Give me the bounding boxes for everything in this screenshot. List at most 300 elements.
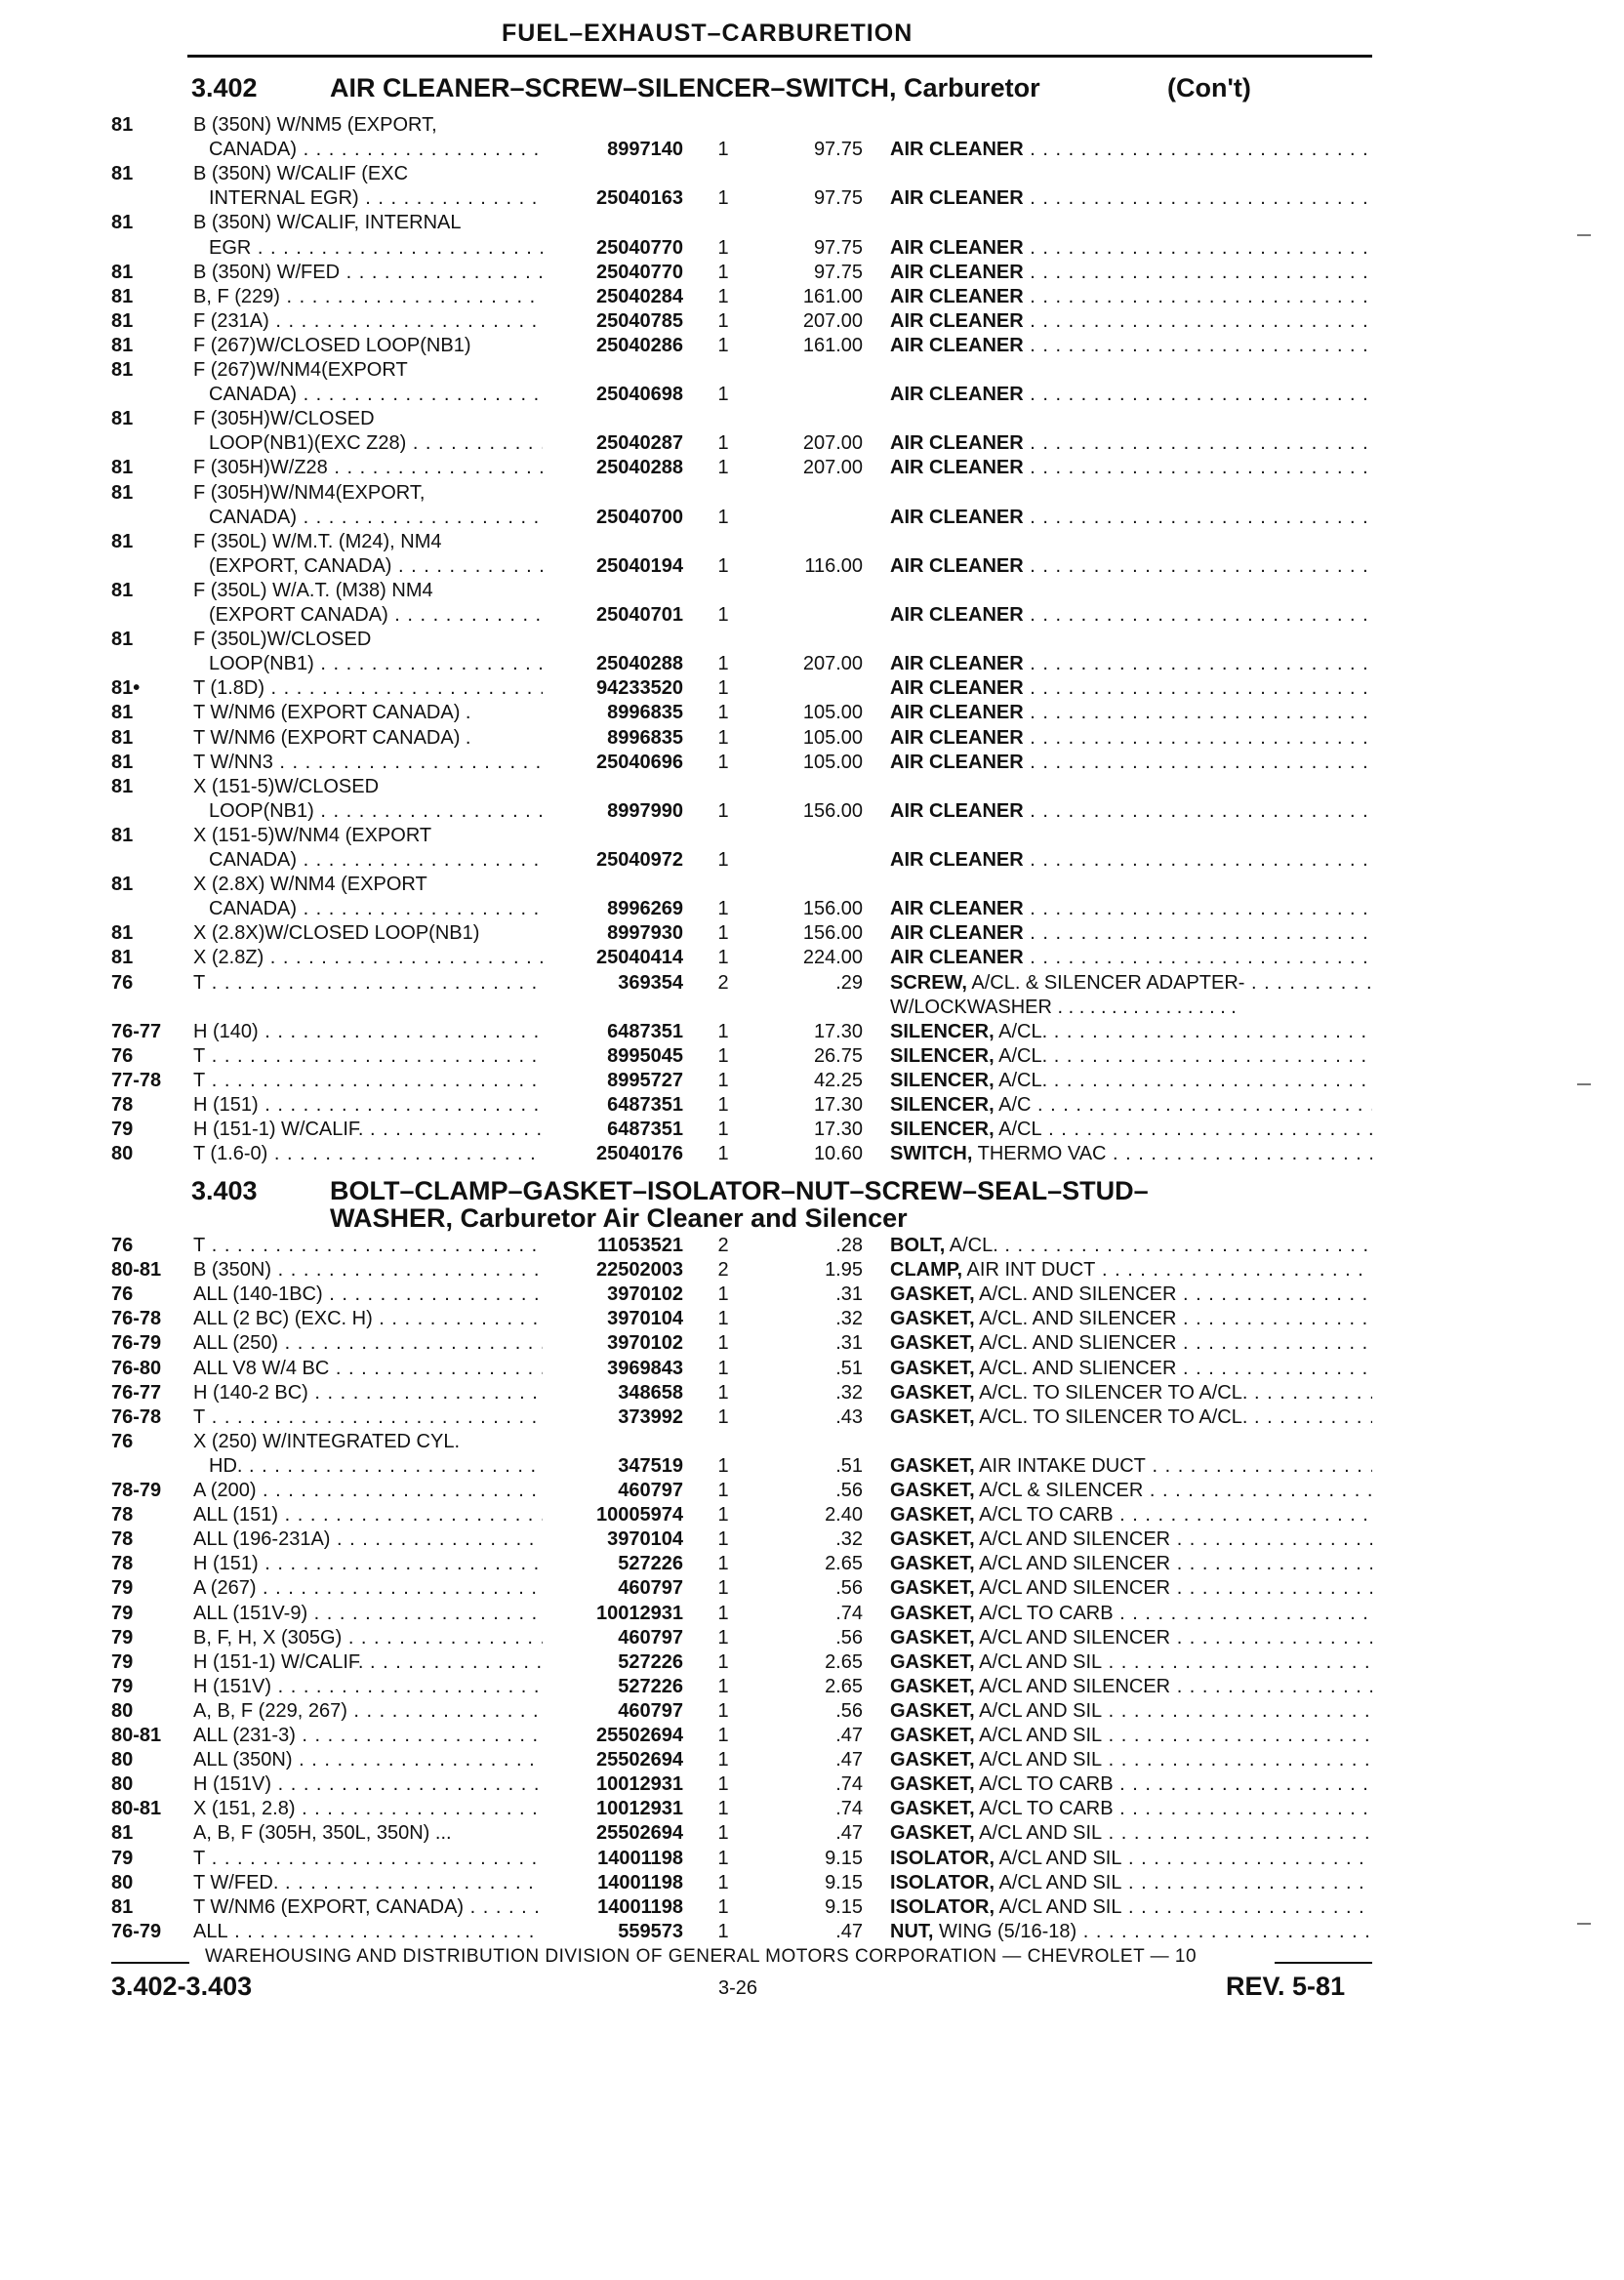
application-description bbox=[193, 1602, 543, 1626]
quantity: 1 bbox=[717, 1847, 729, 1869]
description-text: T W/FED. bbox=[193, 1871, 279, 1893]
part-name-text: AIR CLEANER bbox=[890, 554, 1024, 577]
model-year: 79 bbox=[111, 1847, 134, 1869]
application-description bbox=[193, 407, 543, 431]
model-year: 76-78 bbox=[111, 1405, 162, 1428]
parts-row bbox=[0, 334, 1624, 358]
part-name-text: W/LOCKWASHER . . . . . . . . . . . . . . . . . bbox=[890, 996, 1237, 1018]
price: 207.00 bbox=[802, 457, 863, 479]
description-text: LOOP(NB1)(EXC Z28) bbox=[209, 432, 407, 455]
price: 105.00 bbox=[802, 702, 863, 724]
scan-mark bbox=[1577, 234, 1591, 236]
description-text: ALL (196-231A) bbox=[193, 1528, 331, 1551]
price: 156.00 bbox=[802, 898, 863, 920]
part-number: 10012931 bbox=[596, 1602, 683, 1624]
quantity: 1 bbox=[717, 261, 729, 283]
model-year: 81 bbox=[111, 726, 134, 749]
part-name bbox=[890, 1552, 1372, 1576]
description-text: F (305H)W/CLOSED bbox=[193, 408, 375, 430]
model-year: 76 bbox=[111, 1283, 134, 1306]
parts-row bbox=[0, 1576, 1624, 1601]
application-description bbox=[193, 1650, 543, 1675]
part-name-text: GASKET, A/CL AND SIL bbox=[890, 1650, 1103, 1673]
part-number: 3970102 bbox=[607, 1332, 683, 1355]
part-name-text: AIR CLEANER bbox=[890, 309, 1024, 332]
model-year: 80 bbox=[111, 1143, 134, 1165]
model-year: 81 bbox=[111, 775, 134, 797]
application-description bbox=[193, 261, 543, 285]
scan-mark bbox=[1577, 1083, 1591, 1085]
model-year: 80 bbox=[111, 1749, 134, 1771]
model-year: 78 bbox=[111, 1553, 134, 1575]
parts-row bbox=[0, 1142, 1624, 1166]
application-description bbox=[193, 1258, 543, 1282]
parts-row bbox=[0, 603, 1624, 628]
price: 2.65 bbox=[825, 1675, 863, 1697]
price: 9.15 bbox=[825, 1871, 863, 1893]
model-year: 81 bbox=[111, 481, 134, 504]
description-text: H (151-1) W/CALIF. bbox=[193, 1650, 364, 1673]
price: 9.15 bbox=[825, 1895, 863, 1918]
price: 207.00 bbox=[802, 432, 863, 455]
quantity: 1 bbox=[717, 604, 729, 626]
description-text: ALL (151V-9) bbox=[193, 1602, 308, 1624]
part-number: 25502694 bbox=[596, 1725, 683, 1746]
description-text: F (350L)W/CLOSED bbox=[193, 629, 372, 651]
description-text: A, B, F (229, 267) bbox=[193, 1699, 347, 1722]
description-text: A, B, F (305H, 350L, 350N) ... bbox=[193, 1822, 452, 1845]
parts-row bbox=[0, 1748, 1624, 1772]
part-name bbox=[890, 456, 1372, 480]
description-text: ALL V8 W/4 BC bbox=[193, 1357, 330, 1379]
parts-row bbox=[0, 824, 1624, 848]
description-text: T bbox=[193, 1235, 206, 1256]
section-3-402-heading bbox=[191, 73, 1251, 102]
application-description bbox=[193, 334, 543, 358]
title-rule bbox=[187, 55, 1372, 58]
application-description bbox=[193, 1895, 543, 1920]
part-name-text: GASKET, A/CL. TO SILENCER TO A/CL. bbox=[890, 1381, 1248, 1404]
price: 156.00 bbox=[802, 799, 863, 822]
part-number: 25040972 bbox=[596, 849, 683, 871]
part-number: 25040288 bbox=[596, 653, 683, 675]
model-year: 80-81 bbox=[111, 1725, 162, 1746]
quantity: 1 bbox=[717, 1725, 729, 1746]
description-text: T (1.8D) bbox=[193, 677, 264, 700]
part-number: 3969843 bbox=[607, 1357, 683, 1379]
quantity: 1 bbox=[717, 1626, 729, 1649]
part-number: 25502694 bbox=[596, 1822, 683, 1845]
parts-row bbox=[0, 996, 1624, 1020]
model-year: 81 bbox=[111, 1895, 134, 1918]
part-number: 25040700 bbox=[596, 506, 683, 528]
price: 224.00 bbox=[802, 947, 863, 969]
price: 17.30 bbox=[813, 1119, 863, 1141]
part-name bbox=[890, 1699, 1372, 1724]
quantity: 1 bbox=[717, 1405, 729, 1428]
application-description bbox=[209, 603, 543, 628]
price: 97.75 bbox=[813, 261, 863, 283]
parts-row bbox=[0, 1871, 1624, 1895]
part-name bbox=[890, 285, 1372, 309]
section-number: 3.402 bbox=[191, 73, 258, 102]
part-number: 527226 bbox=[618, 1553, 683, 1575]
description-text: F (350L) W/M.T. (M24), NM4 bbox=[193, 530, 442, 552]
price: 161.00 bbox=[802, 334, 863, 356]
footer-rule-right bbox=[1275, 1962, 1372, 1964]
description-text: H (151V) bbox=[193, 1773, 272, 1796]
application-description bbox=[209, 236, 543, 261]
part-name-text: AIR CLEANER bbox=[890, 799, 1024, 822]
description-text: X (2.8X) W/NM4 (EXPORT bbox=[193, 874, 427, 896]
part-name bbox=[890, 1503, 1372, 1527]
footer-section-ref: 3.402-3.403 bbox=[111, 1972, 253, 2001]
section-continued: (Con't) bbox=[1167, 73, 1251, 102]
part-name bbox=[890, 946, 1372, 970]
price: 17.30 bbox=[813, 1020, 863, 1042]
part-number: 8997930 bbox=[607, 922, 683, 945]
parts-row bbox=[0, 971, 1624, 996]
model-year: 81 bbox=[111, 359, 134, 381]
part-name-text: GASKET, A/CL TO CARB bbox=[890, 1773, 1114, 1796]
part-number: 460797 bbox=[618, 1577, 683, 1600]
quantity: 1 bbox=[717, 1602, 729, 1624]
model-year: 78 bbox=[111, 1528, 134, 1551]
application-description bbox=[193, 1724, 543, 1748]
parts-row bbox=[0, 1821, 1624, 1846]
description-text: CANADA) bbox=[209, 506, 298, 528]
part-name-text: CLAMP, AIR INT DUCT bbox=[890, 1259, 1096, 1282]
part-name bbox=[890, 1020, 1372, 1044]
application-description bbox=[193, 1772, 543, 1797]
description-text: (EXPORT, CANADA) bbox=[209, 554, 392, 577]
parts-row bbox=[0, 113, 1624, 138]
quantity: 1 bbox=[717, 1749, 729, 1771]
quantity: 1 bbox=[717, 554, 729, 577]
quantity: 1 bbox=[717, 1650, 729, 1673]
application-description bbox=[193, 1699, 543, 1724]
part-number: 527226 bbox=[618, 1675, 683, 1697]
part-name-text: GASKET, AIR INTAKE DUCT bbox=[890, 1454, 1146, 1477]
part-name-text: SWITCH, THERMO VAC bbox=[890, 1143, 1107, 1165]
application-description bbox=[193, 1675, 543, 1699]
model-year: 81 bbox=[111, 530, 134, 552]
parts-row bbox=[0, 186, 1624, 211]
description-text: INTERNAL EGR) bbox=[209, 187, 359, 210]
price: .29 bbox=[835, 971, 863, 994]
application-description bbox=[209, 897, 543, 921]
part-name-text: GASKET, A/CL TO CARB bbox=[890, 1798, 1114, 1820]
part-name bbox=[890, 1748, 1372, 1772]
price: .56 bbox=[835, 1699, 863, 1722]
application-description bbox=[193, 1847, 543, 1871]
model-year: 76-77 bbox=[111, 1020, 162, 1042]
part-name bbox=[890, 1142, 1372, 1166]
part-name bbox=[890, 554, 1372, 579]
part-name-text: SCREW, A/CL. & SILENCER ADAPTER- bbox=[890, 971, 1245, 994]
quantity: 1 bbox=[717, 1044, 729, 1067]
part-name-text: AIR CLEANER bbox=[890, 506, 1024, 528]
application-description bbox=[193, 1920, 543, 1944]
part-name-text: SILENCER, A/CL bbox=[890, 1119, 1042, 1141]
price: .74 bbox=[835, 1773, 863, 1796]
quantity: 1 bbox=[717, 1119, 729, 1141]
part-name bbox=[890, 676, 1372, 701]
application-description bbox=[193, 1552, 543, 1576]
description-text: X (250) W/INTEGRATED CYL. bbox=[193, 1430, 461, 1452]
quantity: 1 bbox=[717, 1773, 729, 1796]
description-text: B (350N) W/CALIF (EXC bbox=[193, 163, 409, 185]
part-name bbox=[890, 1331, 1372, 1356]
description-text: A (200) bbox=[193, 1480, 257, 1501]
quantity: 1 bbox=[717, 1553, 729, 1575]
part-name bbox=[890, 334, 1372, 358]
description-text: CANADA) bbox=[209, 898, 298, 920]
part-number: 369354 bbox=[618, 971, 683, 994]
part-name-text: AIR CLEANER bbox=[890, 947, 1024, 969]
part-name bbox=[890, 236, 1372, 261]
parts-row bbox=[0, 726, 1624, 751]
price: 116.00 bbox=[804, 554, 863, 577]
model-year: 81 bbox=[111, 1822, 134, 1845]
model-year: 81 bbox=[111, 457, 134, 479]
parts-row bbox=[0, 1307, 1624, 1331]
part-name-text: GASKET, A/CL AND SIL bbox=[890, 1822, 1103, 1845]
model-year: 79 bbox=[111, 1602, 134, 1624]
part-name-text: GASKET, A/CL TO CARB bbox=[890, 1602, 1114, 1624]
price: .47 bbox=[835, 1920, 863, 1942]
model-year: 81 bbox=[111, 309, 134, 332]
application-description bbox=[193, 1234, 543, 1258]
price: .47 bbox=[835, 1822, 863, 1845]
parts-row bbox=[0, 261, 1624, 285]
application-description bbox=[193, 1118, 543, 1142]
price: .31 bbox=[835, 1283, 863, 1306]
part-name-text: AIR CLEANER bbox=[890, 384, 1024, 406]
part-name-text: GASKET, A/CL AND SILENCER bbox=[890, 1675, 1171, 1697]
part-name-text: ISOLATOR, A/CL AND SIL bbox=[890, 1871, 1122, 1893]
quantity: 1 bbox=[717, 309, 729, 332]
quantity: 1 bbox=[717, 384, 729, 406]
part-name bbox=[890, 848, 1372, 873]
parts-row bbox=[0, 554, 1624, 579]
parts-row bbox=[0, 530, 1624, 554]
part-name bbox=[890, 652, 1372, 676]
section-title: AIR CLEANER–SCREW–SILENCER–SWITCH, Carburetor bbox=[330, 73, 1040, 102]
description-text: T bbox=[193, 971, 206, 994]
model-year: 81 bbox=[111, 408, 134, 430]
description-text: X (2.8Z) bbox=[193, 947, 264, 969]
description-text: ALL bbox=[193, 1920, 228, 1942]
quantity: 1 bbox=[717, 334, 729, 356]
part-name bbox=[890, 138, 1372, 162]
part-name-text: ISOLATOR, A/CL AND SIL bbox=[890, 1895, 1122, 1918]
price: .47 bbox=[835, 1749, 863, 1771]
part-name bbox=[890, 1602, 1372, 1626]
parts-row bbox=[0, 211, 1624, 235]
application-description bbox=[193, 456, 543, 480]
part-name bbox=[890, 1044, 1372, 1069]
quantity: 1 bbox=[717, 1895, 729, 1918]
parts-row bbox=[0, 1381, 1624, 1405]
part-name-text: AIR CLEANER bbox=[890, 677, 1024, 700]
description-text: ALL (250) bbox=[193, 1332, 279, 1355]
part-name bbox=[890, 921, 1372, 946]
section-3-403-heading bbox=[191, 1177, 1149, 1205]
quantity: 1 bbox=[717, 1871, 729, 1893]
price: 97.75 bbox=[813, 236, 863, 259]
description-text: F (231A) bbox=[193, 309, 269, 332]
price: .31 bbox=[835, 1332, 863, 1355]
quantity: 1 bbox=[717, 139, 729, 161]
application-description bbox=[209, 383, 543, 407]
application-description bbox=[193, 1871, 543, 1895]
quantity: 1 bbox=[717, 506, 729, 528]
parts-row bbox=[0, 481, 1624, 506]
part-name bbox=[890, 1797, 1372, 1821]
quantity: 1 bbox=[717, 187, 729, 210]
parts-row bbox=[0, 1650, 1624, 1675]
application-description bbox=[193, 628, 543, 652]
application-description bbox=[193, 530, 543, 554]
part-number: 3970102 bbox=[607, 1283, 683, 1306]
part-name bbox=[890, 799, 1372, 824]
parts-row bbox=[0, 1357, 1624, 1381]
model-year: 76 bbox=[111, 971, 134, 994]
part-number: 11053521 bbox=[597, 1235, 683, 1256]
part-name-text: AIR CLEANER bbox=[890, 702, 1024, 724]
description-text: X (151-5)W/NM4 (EXPORT bbox=[193, 824, 432, 846]
part-name-text: GASKET, A/CL AND SILENCER bbox=[890, 1577, 1171, 1600]
quantity: 1 bbox=[717, 1143, 729, 1165]
part-name bbox=[890, 1234, 1372, 1258]
application-description bbox=[193, 676, 543, 701]
part-name bbox=[890, 309, 1372, 334]
quantity: 1 bbox=[717, 457, 729, 479]
application-description bbox=[209, 506, 543, 530]
parts-row bbox=[0, 1724, 1624, 1748]
part-number: 25040176 bbox=[596, 1143, 683, 1165]
application-description bbox=[193, 1430, 543, 1454]
application-description bbox=[193, 1093, 543, 1118]
part-name-text: SILENCER, A/C bbox=[890, 1094, 1032, 1116]
part-number: 460797 bbox=[618, 1480, 683, 1501]
description-text: T bbox=[193, 1044, 206, 1067]
parts-row bbox=[0, 1282, 1624, 1307]
part-number: 3970104 bbox=[607, 1308, 683, 1330]
price: .56 bbox=[835, 1480, 863, 1501]
part-name-text: GASKET, A/CL. AND SILENCER bbox=[890, 1283, 1177, 1306]
price: 97.75 bbox=[813, 139, 863, 161]
description-text: F (267)W/CLOSED LOOP(NB1) bbox=[193, 334, 471, 356]
quantity: 1 bbox=[717, 849, 729, 871]
part-number: 25040287 bbox=[596, 432, 683, 455]
description-text: T W/NM6 (EXPORT CANADA) . bbox=[193, 702, 471, 724]
description-text: HD. bbox=[209, 1454, 243, 1477]
application-description bbox=[193, 1307, 543, 1331]
application-description bbox=[193, 971, 543, 996]
description-text: H (151) bbox=[193, 1553, 259, 1575]
parts-row bbox=[0, 506, 1624, 530]
part-name-text: AIR CLEANER bbox=[890, 139, 1024, 161]
model-year: 81 bbox=[111, 922, 134, 945]
parts-row bbox=[0, 1331, 1624, 1356]
model-year: 78 bbox=[111, 1504, 134, 1527]
part-name-text: AIR CLEANER bbox=[890, 261, 1024, 283]
quantity: 1 bbox=[717, 1577, 729, 1600]
parts-row bbox=[0, 579, 1624, 603]
parts-row bbox=[0, 1069, 1624, 1093]
part-name bbox=[890, 603, 1372, 628]
parts-row bbox=[0, 383, 1624, 407]
price: 10.60 bbox=[813, 1143, 863, 1165]
model-year: 76 bbox=[111, 1235, 134, 1256]
parts-row bbox=[0, 848, 1624, 873]
application-description bbox=[193, 481, 543, 506]
part-name bbox=[890, 897, 1372, 921]
quantity: 1 bbox=[717, 1798, 729, 1820]
part-number: 25502694 bbox=[596, 1749, 683, 1771]
part-name-text: AIR CLEANER bbox=[890, 726, 1024, 749]
footer-rule-left bbox=[111, 1962, 189, 1964]
price: 105.00 bbox=[802, 726, 863, 749]
part-name-text: AIR CLEANER bbox=[890, 187, 1024, 210]
description-text: ALL (231-3) bbox=[193, 1725, 296, 1746]
description-text: F (267)W/NM4(EXPORT bbox=[193, 359, 408, 381]
application-description bbox=[193, 113, 543, 138]
footer-revision: REV. 5-81 bbox=[1226, 1972, 1346, 2001]
description-text: (EXPORT CANADA) bbox=[209, 604, 388, 626]
application-description bbox=[209, 652, 543, 676]
part-name-text: SILENCER, A/CL. bbox=[890, 1020, 1048, 1042]
part-name bbox=[890, 1069, 1372, 1093]
application-description bbox=[193, 1044, 543, 1069]
part-name-text: AIR CLEANER bbox=[890, 898, 1024, 920]
price: 42.25 bbox=[813, 1069, 863, 1091]
description-text: B (350N) bbox=[193, 1259, 272, 1282]
price: 161.00 bbox=[802, 285, 863, 307]
part-name-text: AIR CLEANER bbox=[890, 432, 1024, 455]
part-name bbox=[890, 1650, 1372, 1675]
part-name-text: BOLT, A/CL. bbox=[890, 1235, 998, 1256]
price: .51 bbox=[835, 1357, 863, 1379]
description-text: T W/NM6 (EXPORT, CANADA) bbox=[193, 1895, 465, 1918]
part-name bbox=[890, 1479, 1372, 1503]
part-name bbox=[890, 996, 1372, 1020]
price: .51 bbox=[835, 1454, 863, 1477]
quantity: 2 bbox=[717, 1235, 729, 1256]
quantity: 1 bbox=[717, 1357, 729, 1379]
description-text: T (1.6-0) bbox=[193, 1143, 268, 1165]
part-name-text: SILENCER, A/CL. bbox=[890, 1069, 1048, 1091]
price: 2.65 bbox=[825, 1650, 863, 1673]
quantity: 1 bbox=[717, 1020, 729, 1042]
description-text: ALL (151) bbox=[193, 1504, 279, 1527]
model-year: 81 bbox=[111, 702, 134, 724]
parts-row bbox=[0, 799, 1624, 824]
model-year: 81 bbox=[111, 285, 134, 307]
description-text: X (2.8X)W/CLOSED LOOP(NB1) bbox=[193, 922, 480, 945]
description-text: LOOP(NB1) bbox=[209, 799, 314, 822]
application-description bbox=[193, 873, 543, 897]
model-year: 76-79 bbox=[111, 1332, 162, 1355]
quantity: 1 bbox=[717, 898, 729, 920]
part-number: 25040701 bbox=[596, 604, 683, 626]
quantity: 1 bbox=[717, 799, 729, 822]
quantity: 2 bbox=[717, 1259, 729, 1282]
part-name bbox=[890, 1454, 1372, 1479]
application-description bbox=[193, 701, 543, 725]
